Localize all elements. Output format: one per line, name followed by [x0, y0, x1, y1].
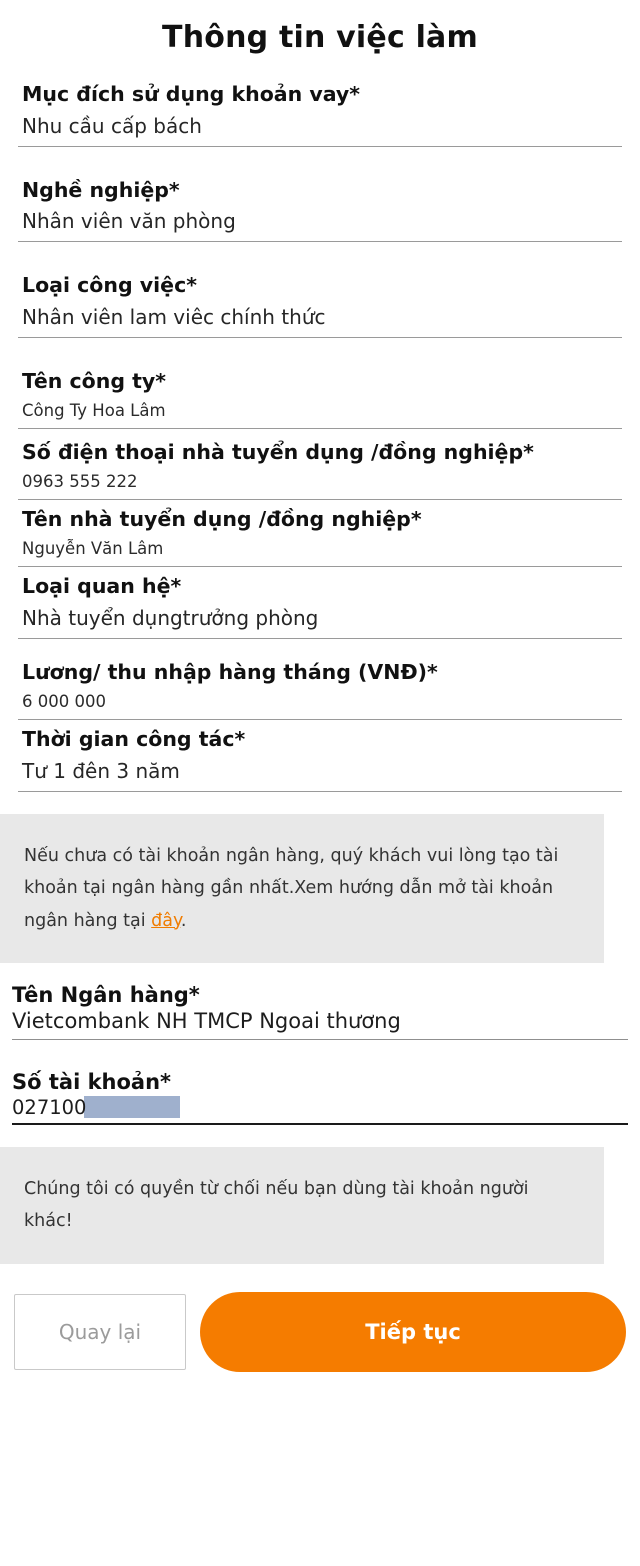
- spacer: [18, 639, 622, 659]
- spacer: [12, 963, 628, 983]
- field-employer-name[interactable]: [18, 506, 622, 567]
- redaction-overlay: [84, 1096, 180, 1118]
- field-label-loan-purpose: Mục đích sử dụng khoản vay*: [22, 82, 360, 106]
- field-account-number[interactable]: [12, 1070, 628, 1125]
- field-input-employer-name[interactable]: [18, 536, 622, 567]
- field-company-name[interactable]: [18, 368, 622, 429]
- field-relationship-type[interactable]: [18, 573, 622, 639]
- spacer: [18, 242, 622, 272]
- bank-guide-link[interactable]: đây: [151, 910, 181, 931]
- field-input-employer-phone[interactable]: [18, 469, 622, 500]
- field-label-work-duration: Thời gian công tác*: [22, 727, 246, 752]
- warning-notice-text: Chúng tôi có quyền từ chối nếu bạn dùng tài khoản người khác!: [24, 1178, 529, 1232]
- field-input-monthly-income[interactable]: [18, 689, 622, 720]
- field-label-bank-name: Tên Ngân hàng*: [12, 982, 200, 1007]
- field-value-monthly-income: 6 000 000: [22, 691, 106, 711]
- field-input-account-number[interactable]: [12, 1096, 628, 1125]
- spacer: [12, 1040, 628, 1070]
- warning-notice-banner: [0, 1147, 604, 1264]
- field-value-job-type: Nhân viên lam viêc chính thức: [22, 305, 326, 330]
- field-input-loan-purpose[interactable]: [18, 111, 622, 147]
- bank-notice-banner: [0, 814, 604, 963]
- field-label-company-name: Tên công ty*: [22, 369, 167, 394]
- spacer: [18, 338, 622, 368]
- field-input-company-name[interactable]: [18, 398, 622, 429]
- field-work-duration[interactable]: [18, 726, 622, 792]
- field-label-monthly-income: Lương/ thu nhập hàng tháng (VNĐ)*: [22, 660, 438, 685]
- field-input-relationship-type[interactable]: [18, 603, 622, 639]
- field-value-employer-name: Nguyễn Văn Lâm: [22, 538, 164, 558]
- field-loan-purpose[interactable]: [18, 81, 622, 147]
- field-occupation[interactable]: [18, 177, 622, 243]
- spacer: [18, 429, 622, 439]
- field-value-loan-purpose: Nhu cầu cấp bách: [22, 113, 202, 138]
- footer-actions: [0, 1280, 640, 1394]
- field-value-account-number: 027100: [12, 1095, 87, 1119]
- field-input-job-type[interactable]: [18, 302, 622, 338]
- field-value-relationship-type: Nhà tuyển dụngtrưởng phòng: [22, 606, 319, 631]
- field-employer-phone[interactable]: [18, 439, 622, 500]
- bank-section: [0, 963, 640, 1125]
- field-label-job-type: Loại công việc*: [22, 273, 197, 298]
- field-label-account-number: Số tài khoản*: [12, 1069, 172, 1094]
- field-value-bank-name: Vietcombank NH TMCP Ngoai thương: [12, 1008, 401, 1033]
- page-title: Thông tin việc làm: [162, 20, 478, 55]
- field-monthly-income[interactable]: [18, 659, 622, 720]
- field-input-bank-name[interactable]: [12, 1009, 628, 1040]
- field-job-type[interactable]: [18, 272, 622, 338]
- spacer: [18, 147, 622, 177]
- field-value-employer-phone: 0963 555 222: [22, 471, 138, 491]
- back-button[interactable]: Quay lại: [14, 1294, 186, 1370]
- field-value-company-name: Công Ty Hoa Lâm: [22, 400, 166, 420]
- field-value-occupation: Nhân viên văn phòng: [22, 209, 236, 234]
- field-label-relationship-type: Loại quan hệ*: [22, 574, 182, 599]
- field-label-employer-name: Tên nhà tuyển dụng /đồng nghiệp*: [22, 507, 422, 532]
- field-value-work-duration: Tư 1 đên 3 năm: [22, 758, 180, 783]
- job-information-page: [0, 20, 640, 1566]
- field-bank-name[interactable]: [12, 983, 628, 1040]
- form-fields: [0, 81, 640, 792]
- field-input-work-duration[interactable]: [18, 756, 622, 792]
- bank-notice-text-after: .: [180, 910, 187, 931]
- field-input-occupation[interactable]: [18, 206, 622, 242]
- field-label-employer-phone: Số điện thoại nhà tuyển dụng /đồng nghiệp*: [22, 440, 534, 465]
- bank-notice-text: [24, 840, 580, 937]
- bank-notice-text-before: Nếu chưa có tài khoản ngân hàng, quý khách vui lòng tạo tài khoản tại ngân hàng gần nhất.Xem hướng dẫn mở tài khoản ngân hàng tại: [24, 845, 559, 931]
- field-label-occupation: Nghề nghiệp*: [22, 177, 180, 202]
- continue-button[interactable]: Tiếp tục: [200, 1292, 626, 1372]
